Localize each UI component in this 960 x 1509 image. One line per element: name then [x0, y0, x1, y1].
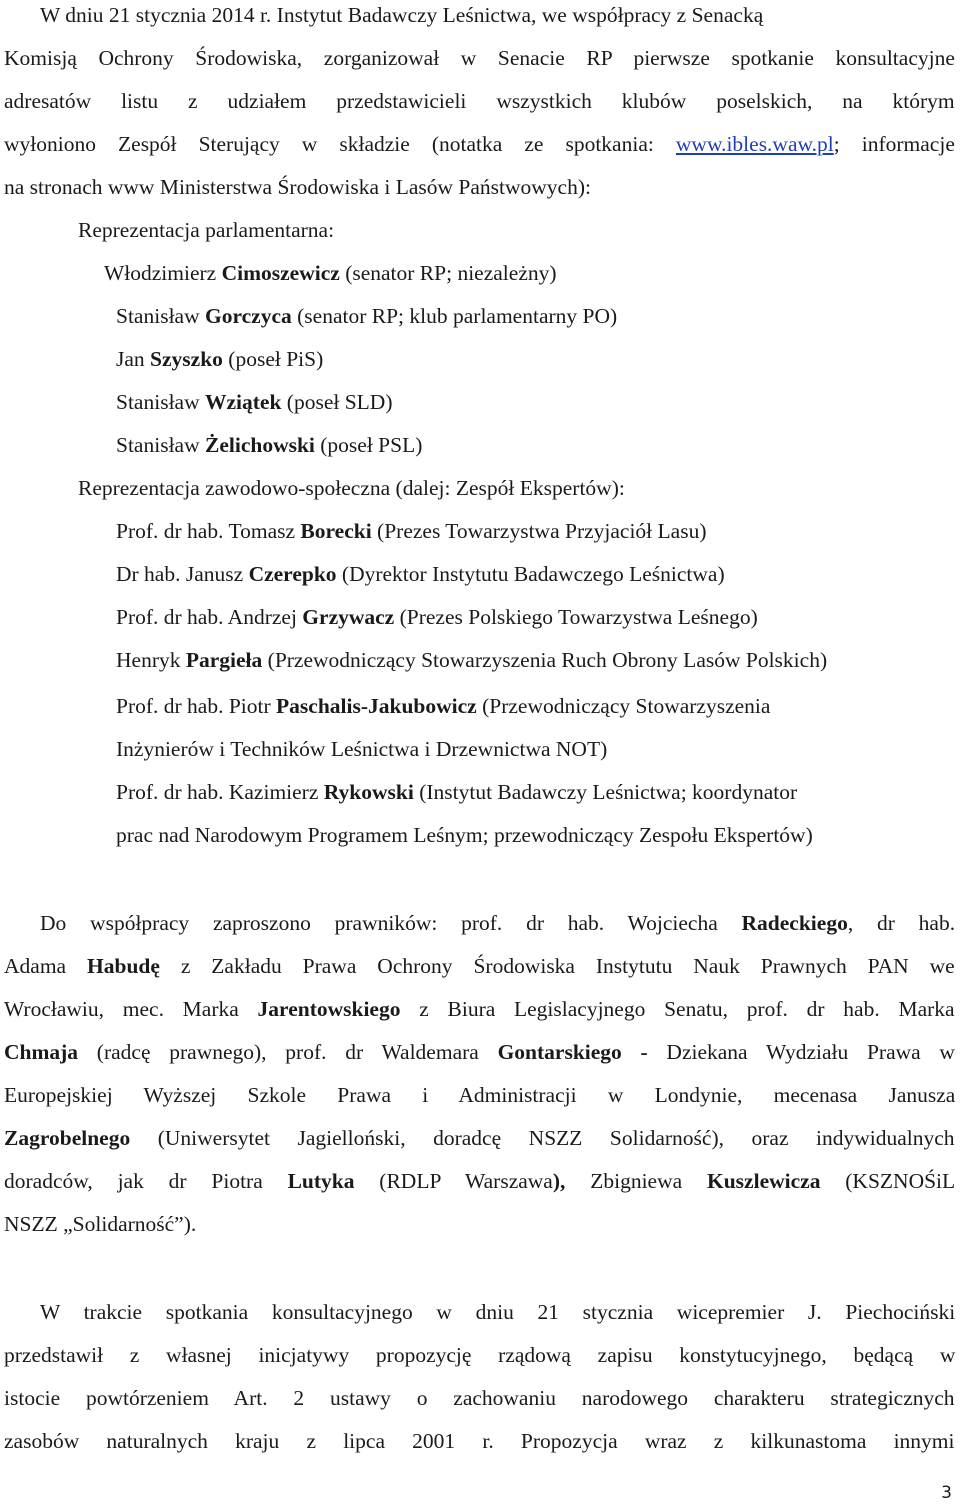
p3-line-2: przedstawił z własnej inicjatywy propozycję rządową zapisu konstytucyjnego, będącą w: [4, 1343, 956, 1367]
p2-line-8: NSZZ „Solidarność”).: [4, 1212, 197, 1236]
p2-line-5: Europejskiej Wyższej Szkole Prawa i Administracji w Londynie, mecenasa Janusza: [4, 1083, 956, 1107]
p1-line-2: Komisją Ochrony Środowiska, zorganizował w Senacie RP pierwsze spotkanie konsultacyjne: [4, 46, 955, 70]
expert-member: Prof. dr hab. Piotr Paschalis-Jakubowicz (Przewodniczący Stowarzyszenia: [116, 694, 771, 718]
parl-member: Włodzimierz Cimoszewicz (senator RP; niezależny): [104, 261, 557, 285]
p1-line-5: na stronach www Ministerstwa Środowiska i Lasów Państwowych):: [4, 175, 591, 199]
parl-member: Stanisław Żelichowski (poseł PSL): [116, 433, 423, 457]
p3-line-4: zasobów naturalnych kraju z lipca 2001 r. Propozycja wraz z kilkunastoma innymi: [4, 1429, 955, 1453]
member-surname: Borecki: [300, 519, 372, 543]
member-surname: Rykowski: [323, 780, 414, 804]
p2-line-2: Adama Habudę z Zakładu Prawa Ochrony Środowiska Instytutu Nauk Prawnych PAN we: [4, 954, 955, 978]
p2-line-4: Chmaja (radcę prawnego), prof. dr Waldemara Gontarskiego - Dziekana Wydziału Prawa w: [4, 1040, 955, 1064]
member-surname: Pargieła: [185, 648, 263, 672]
parl-member: Jan Szyszko (poseł PiS): [116, 347, 324, 371]
expert-member: Dr hab. Janusz Czerepko (Dyrektor Instytutu Badawczego Leśnictwa): [116, 562, 725, 586]
p2-line-7: doradców, jak dr Piotra Lutyka (RDLP Warszawa), Zbigniewa Kuszlewicza (KSZNOŚiL: [4, 1169, 956, 1193]
parl-heading: Reprezentacja parlamentarna:: [78, 218, 335, 242]
p1-line-4-tail: ; informacje: [833, 132, 955, 156]
expert-member-continuation: prac nad Narodowym Programem Leśnym; przewodniczący Zespołu Ekspertów): [116, 823, 813, 847]
p1-line-1: W dniu 21 stycznia 2014 r. Instytut Badawczy Leśnictwa, we współpracy z Senacką: [40, 3, 764, 27]
p2-line-1: Do współpracy zaproszono prawników: prof. dr hab. Wojciecha Radeckiego, dr hab.: [40, 911, 956, 935]
ibles-link[interactable]: www.ibles.waw.pl: [675, 132, 834, 156]
expert-member: Henryk Pargieła (Przewodniczący Stowarzyszenia Ruch Obrony Lasów Polskich): [116, 648, 828, 672]
member-surname: Wziątek: [204, 390, 282, 414]
p1-line-4-text: wyłoniono Zespół Sterujący w składzie (notatka ze spotkania:: [4, 132, 676, 156]
p1-line-4: [4, 130, 955, 158]
p2-line-3: Wrocławiu, mec. Marka Jarentowskiego z Biura Legislacyjnego Senatu, prof. dr hab. Marka: [4, 997, 955, 1021]
member-surname: Szyszko: [150, 347, 223, 371]
page-number: 3: [941, 1483, 952, 1503]
expert-member-continuation: Inżynierów i Techników Leśnictwa i Drzewnictwa NOT): [116, 737, 608, 761]
parl-member: Stanisław Wziątek (poseł SLD): [116, 390, 393, 414]
member-surname: Czerepko: [248, 562, 337, 586]
expert-member: Prof. dr hab. Kazimierz Rykowski (Instytut Badawczy Leśnictwa; koordynator: [116, 780, 798, 804]
member-surname: Grzywacz: [302, 605, 395, 629]
parl-member: Stanisław Gorczyca (senator RP; klub parlamentarny PO): [116, 304, 618, 328]
member-surname: Gorczyca: [204, 304, 292, 328]
member-surname: Cimoszewicz: [221, 261, 340, 285]
p3-line-1: W trakcie spotkania konsultacyjnego w dniu 21 stycznia wicepremier J. Piechociński: [40, 1300, 956, 1324]
p2-line-6: Zagrobelnego (Uniwersytet Jagielloński, doradcę NSZZ Solidarność), oraz indywidualnych: [4, 1126, 955, 1150]
expert-member: Prof. dr hab. Tomasz Borecki (Prezes Towarzystwa Przyjaciół Lasu): [116, 519, 707, 543]
member-surname: Paschalis-Jakubowicz: [276, 694, 477, 718]
member-surname: Żelichowski: [204, 433, 315, 457]
p1-line-3: adresatów listu z udziałem przedstawicieli wszystkich klubów poselskich, na którym: [4, 89, 955, 113]
experts-heading: Reprezentacja zawodowo-społeczna (dalej: Zespół Ekspertów):: [78, 476, 625, 500]
p3-line-3: istocie powtórzeniem Art. 2 ustawy o zachowaniu narodowego charakteru strategicznych: [4, 1386, 955, 1410]
expert-member: Prof. dr hab. Andrzej Grzywacz (Prezes Polskiego Towarzystwa Leśnego): [116, 605, 758, 629]
